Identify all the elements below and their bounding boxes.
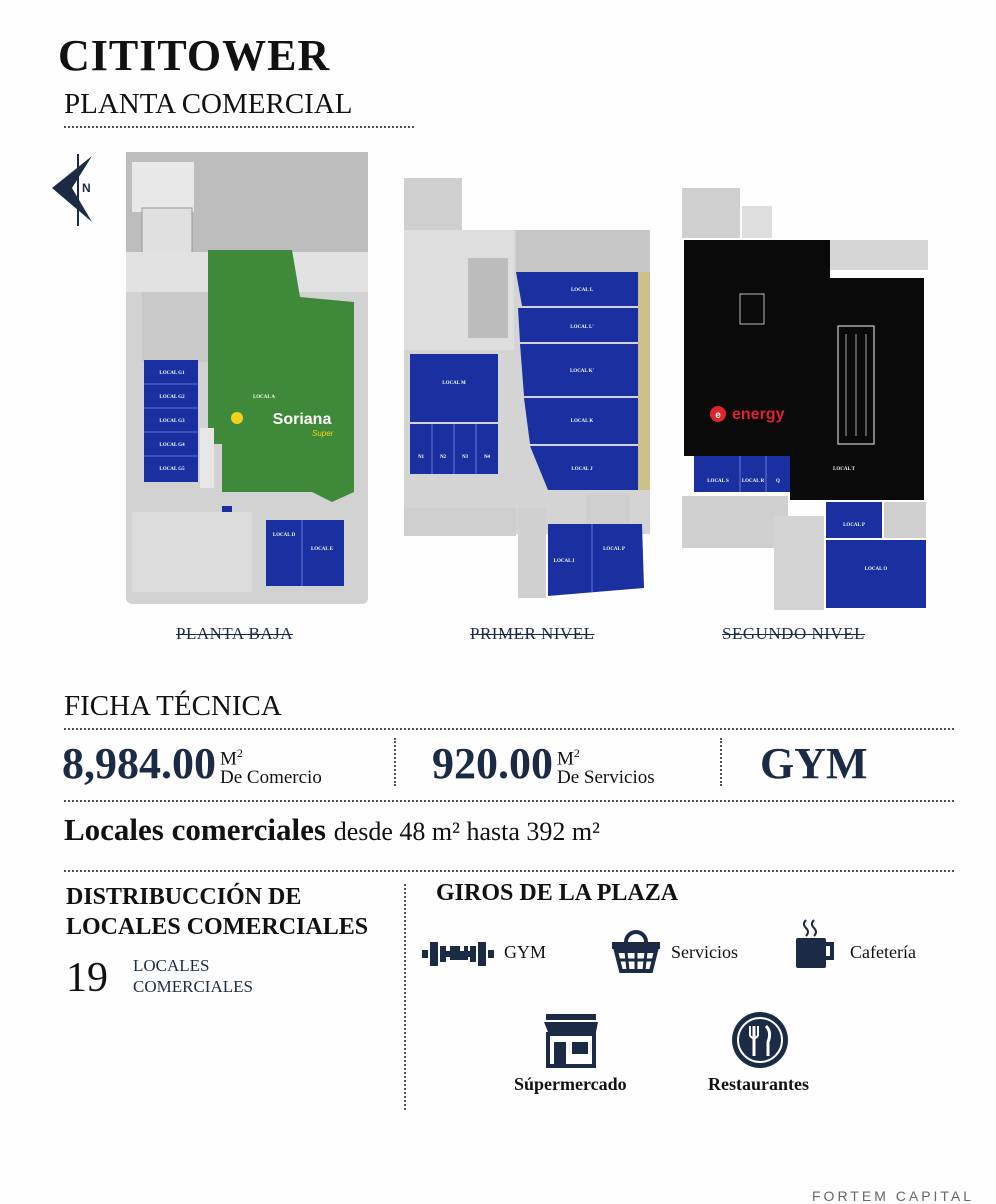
- stat-divider-1: [394, 738, 396, 786]
- stat-servicios-label: De Servicios: [557, 767, 655, 789]
- svg-text:LOCAL G4: LOCAL G4: [159, 443, 185, 448]
- giro-label-servicios: Servicios: [671, 942, 738, 962]
- stat-servicios: [432, 738, 655, 789]
- stat-comercio: [62, 738, 322, 789]
- svg-text:N1: N1: [417, 455, 425, 460]
- svg-text:e: e: [715, 410, 721, 421]
- svg-text:LOCAL S: LOCAL S: [707, 479, 729, 484]
- svg-text:LOCAL J: LOCAL J: [571, 467, 593, 472]
- distribucion-title-line2: LOCALES COMERCIALES: [66, 914, 369, 940]
- locales-divider: [64, 870, 954, 872]
- section-divider-vertical: [404, 884, 406, 1110]
- plan-planta-baja: [122, 152, 372, 606]
- locales-bold: Locales comerciales: [64, 812, 326, 847]
- stat-comercio-unit: M: [220, 748, 237, 770]
- svg-text:LOCAL K: LOCAL K: [570, 419, 594, 424]
- footer-brand: FORTEM CAPITAL: [812, 1188, 975, 1204]
- svg-text:LOCAL T: LOCAL T: [833, 467, 855, 472]
- svg-text:LOCAL O: LOCAL O: [864, 567, 888, 572]
- svg-text:LOCAL D: LOCAL D: [272, 533, 296, 538]
- svg-text:LOCAL M: LOCAL M: [442, 381, 466, 386]
- svg-text:N4: N4: [483, 455, 491, 460]
- stat-servicios-sup: 2: [573, 746, 580, 760]
- giro-label-supermercado: Súpermercado: [514, 1074, 627, 1094]
- stat-comercio-label: De Comercio: [220, 767, 322, 789]
- svg-text:LOCAL K': LOCAL K': [569, 369, 595, 374]
- locales-range: [64, 812, 600, 848]
- distribucion-title-line1: DISTRIBUCCIÓN DE: [66, 884, 302, 910]
- soriana-logo: Soriana: [272, 411, 332, 428]
- ficha-divider-top: [64, 728, 954, 730]
- svg-text:LOCAL G3: LOCAL G3: [159, 419, 185, 424]
- stat-gym: GYM: [760, 739, 868, 788]
- stat-servicios-unit: M: [557, 748, 574, 770]
- dumbbell-icon: [420, 938, 496, 970]
- locales-count-label: [133, 955, 253, 997]
- svg-text:N: N: [82, 181, 91, 195]
- title-divider: [64, 126, 414, 128]
- svg-text:LOCAL E: LOCAL E: [310, 547, 334, 552]
- svg-text:LOCAL G2: LOCAL G2: [159, 395, 185, 400]
- giro-label-gym: GYM: [504, 942, 547, 962]
- giros-title: GIROS DE LA PLAZA: [436, 880, 679, 906]
- svg-text:LOCAL L': LOCAL L': [570, 325, 594, 330]
- page-subtitle: PLANTA COMERCIAL: [64, 88, 353, 120]
- stat-divider-2: [720, 738, 722, 786]
- page-title: CITITOWER: [58, 31, 331, 80]
- svg-text:LOCAL I: LOCAL I: [553, 559, 575, 564]
- svg-text:LOCAL G5: LOCAL G5: [159, 467, 185, 472]
- ficha-title: FICHA TÉCNICA: [64, 690, 282, 722]
- svg-text:Super: Super: [312, 429, 334, 438]
- distribucion-title: [66, 882, 368, 942]
- local-a-label: LOCAL A: [252, 395, 276, 400]
- plan-label-segundo-nivel: SEGUNDO NIVEL: [722, 624, 865, 643]
- svg-text:N2: N2: [439, 455, 447, 460]
- svg-text:LOCAL P: LOCAL P: [843, 523, 865, 528]
- svg-text:LOCAL L: LOCAL L: [570, 288, 594, 293]
- plan-segundo-nivel: [680, 186, 930, 610]
- stat-servicios-value: 920.00: [432, 739, 553, 788]
- count-label-line1: LOCALES: [133, 956, 210, 975]
- svg-text:N3: N3: [461, 455, 469, 460]
- locales-count: 19: [66, 955, 108, 1001]
- svg-text:LOCAL R: LOCAL R: [741, 479, 765, 484]
- svg-text:Q: Q: [776, 479, 780, 484]
- store-icon: [542, 1012, 600, 1068]
- stat-comercio-value: 8,984.00: [62, 739, 216, 788]
- north-arrow-icon: [48, 154, 104, 228]
- giro-label-restaurantes: Restaurantes: [708, 1074, 809, 1094]
- energy-logo: energy: [732, 406, 785, 423]
- stat-comercio-sup: 2: [236, 746, 243, 760]
- svg-text:LOCAL P: LOCAL P: [603, 547, 625, 552]
- svg-text:LOCAL G1: LOCAL G1: [159, 371, 185, 376]
- coffee-cup-icon: [794, 918, 836, 970]
- plan-primer-nivel: [402, 178, 652, 598]
- ficha-divider-bottom: [64, 800, 954, 802]
- fork-knife-icon: [730, 1010, 790, 1070]
- giro-label-cafeteria: Cafetería: [850, 942, 916, 962]
- plan-label-primer-nivel: PRIMER NIVEL: [470, 624, 595, 643]
- plan-label-planta-baja: PLANTA BAJA: [176, 624, 294, 643]
- locales-rest: desde 48 m² hasta 392 m²: [333, 817, 600, 846]
- basket-icon: [610, 922, 662, 974]
- count-label-line2: COMERCIALES: [133, 977, 253, 996]
